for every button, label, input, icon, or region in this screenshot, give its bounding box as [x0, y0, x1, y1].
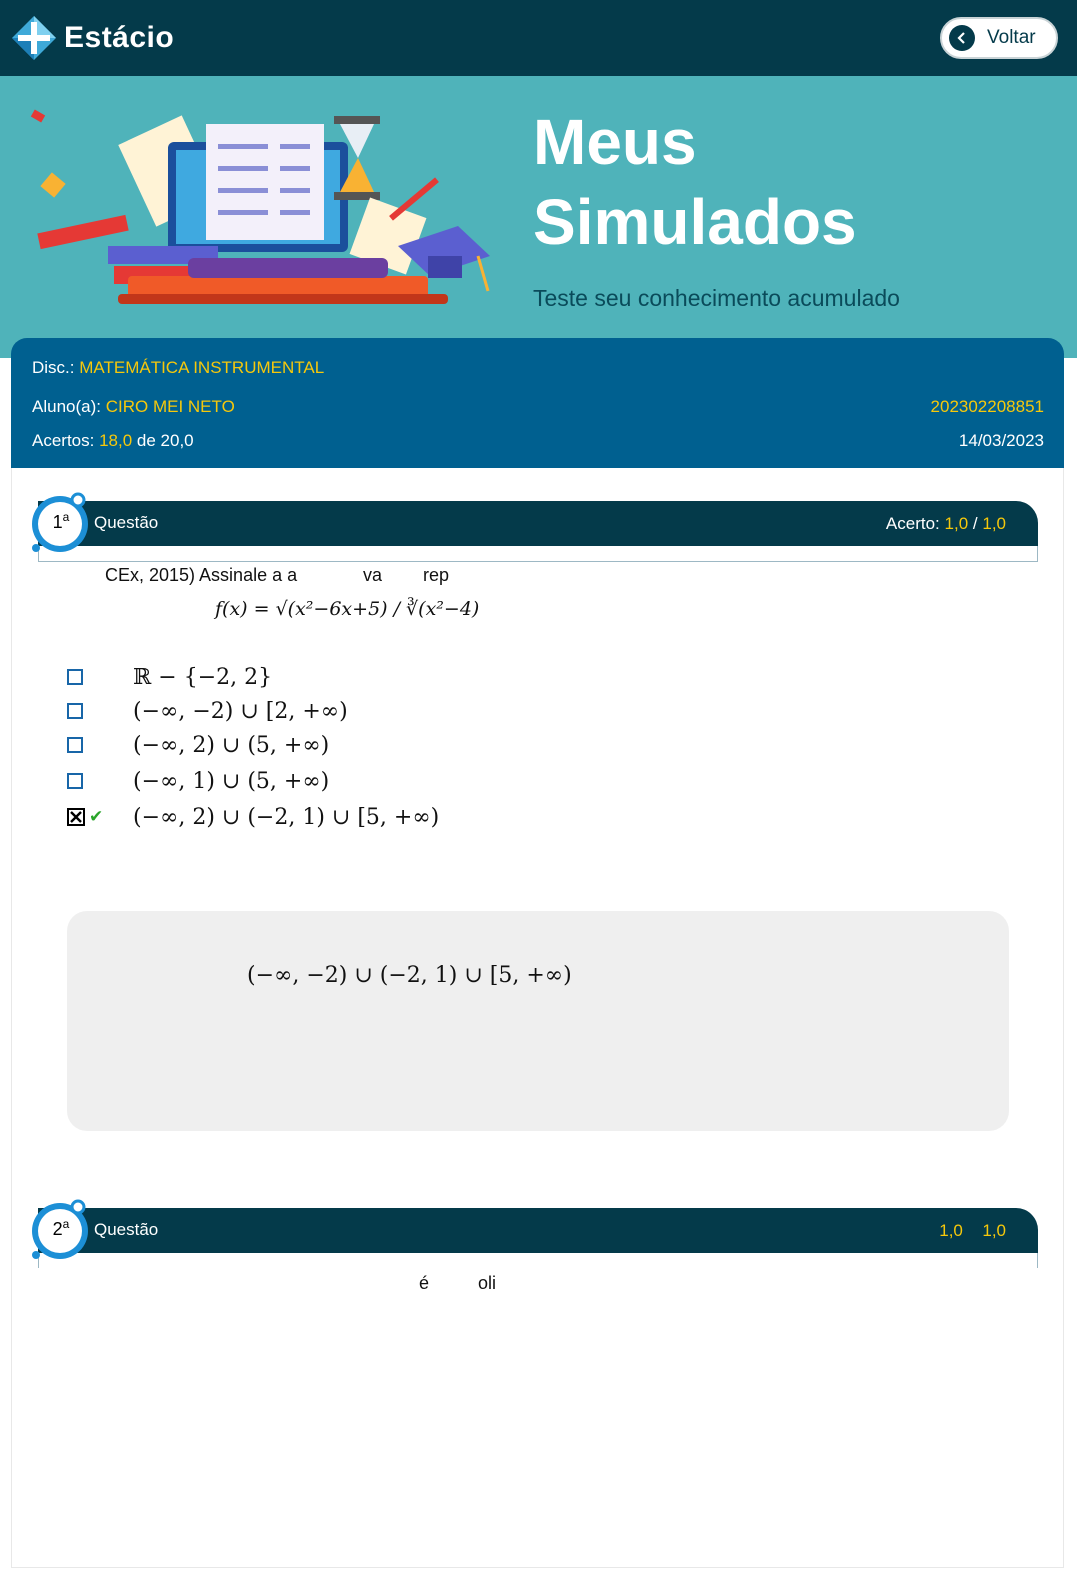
- question-text-fragment: oli: [478, 1273, 497, 1293]
- exam-date: 14/03/2023: [958, 431, 1044, 450]
- question-score: [886, 514, 1006, 534]
- page-title-line2: Simulados: [533, 186, 857, 258]
- discipline-row: [32, 358, 324, 378]
- question-ordinal: a: [62, 510, 70, 524]
- score-label: Acertos:: [32, 431, 95, 450]
- back-button[interactable]: [940, 17, 1058, 59]
- exam-info-panel: [11, 338, 1064, 468]
- option-checkbox[interactable]: [67, 669, 83, 685]
- question-header: [38, 1208, 1038, 1253]
- score-value: 18,0: [99, 431, 133, 450]
- student-name: CIRO MEI NETO: [105, 397, 235, 416]
- answer-option[interactable]: [67, 696, 348, 726]
- student-id: 202302208851: [930, 397, 1044, 416]
- page-title: [533, 102, 953, 262]
- page-subtitle: Teste seu conhecimento acumulado: [533, 285, 900, 311]
- score-row: [32, 431, 194, 451]
- study-illustration: [28, 106, 508, 316]
- question-frame: [38, 1252, 1038, 1268]
- score-got: 1,0: [944, 514, 969, 533]
- discipline-value: MATEMÁTICA INSTRUMENTAL: [79, 358, 325, 377]
- option-checkbox[interactable]: [67, 703, 83, 719]
- question-formula: f(x) = √(x²−6x+5) / ∛(x²−4): [215, 598, 480, 620]
- top-bar: [0, 0, 1077, 76]
- option-checkbox[interactable]: [67, 737, 83, 753]
- discipline-label: Disc.:: [32, 358, 75, 377]
- question-number-value: 1: [52, 512, 63, 532]
- option-text: (−∞, −2) ∪ [2, +∞): [133, 698, 348, 724]
- question-text-fragment: é: [419, 1273, 430, 1293]
- question-text-fragment: va: [363, 565, 383, 585]
- option-checkbox-checked[interactable]: [67, 808, 85, 826]
- score-total: de 20,0: [136, 431, 194, 450]
- option-text: (−∞, 2) ∪ (−2, 1) ∪ [5, +∞): [133, 804, 440, 830]
- answer-option-selected[interactable]: [67, 802, 440, 832]
- question-header: [38, 501, 1038, 546]
- estacio-logo-icon: [10, 14, 58, 62]
- score-total: 1,0: [982, 514, 1006, 533]
- answer-option[interactable]: [67, 766, 330, 796]
- brand-name: Estácio: [64, 21, 175, 54]
- chevron-left-icon: [949, 25, 975, 51]
- page-title-line1: Meus: [533, 106, 697, 178]
- question-score: [939, 1221, 1006, 1241]
- question-number-value: 2: [52, 1219, 63, 1239]
- question-ordinal: a: [62, 1217, 70, 1231]
- question-label: Questão: [94, 1220, 159, 1239]
- question-number: [26, 510, 96, 533]
- score-total: 1,0: [982, 1221, 1006, 1240]
- option-text: (−∞, 2) ∪ (5, +∞): [133, 732, 330, 758]
- score-got: 1,0: [939, 1221, 963, 1240]
- question-text-fragment: rep: [423, 565, 450, 585]
- brand-logo[interactable]: [10, 14, 174, 62]
- option-text: ℝ − {−2, 2}: [133, 664, 273, 690]
- question-text-fragment: CEx, 2015) Assinale a a: [105, 565, 298, 585]
- score-separator: /: [972, 514, 978, 533]
- student-row: [32, 397, 235, 417]
- question-label: Questão: [94, 513, 159, 532]
- x-mark-icon: [69, 810, 83, 824]
- back-button-label: Voltar: [987, 27, 1036, 48]
- answer-explanation-box: [67, 911, 1009, 1131]
- question-number: [26, 1217, 96, 1240]
- student-label: Aluno(a):: [32, 397, 101, 416]
- answer-option[interactable]: [67, 662, 273, 692]
- answer-explanation-text: (−∞, −2) ∪ (−2, 1) ∪ [5, +∞): [247, 963, 572, 988]
- option-text: (−∞, 1) ∪ (5, +∞): [133, 768, 330, 794]
- question-frame: [38, 545, 1038, 562]
- correct-check-icon: ✔: [89, 807, 104, 826]
- score-label: Acerto:: [885, 514, 940, 533]
- option-checkbox[interactable]: [67, 773, 83, 789]
- answer-option[interactable]: [67, 730, 330, 760]
